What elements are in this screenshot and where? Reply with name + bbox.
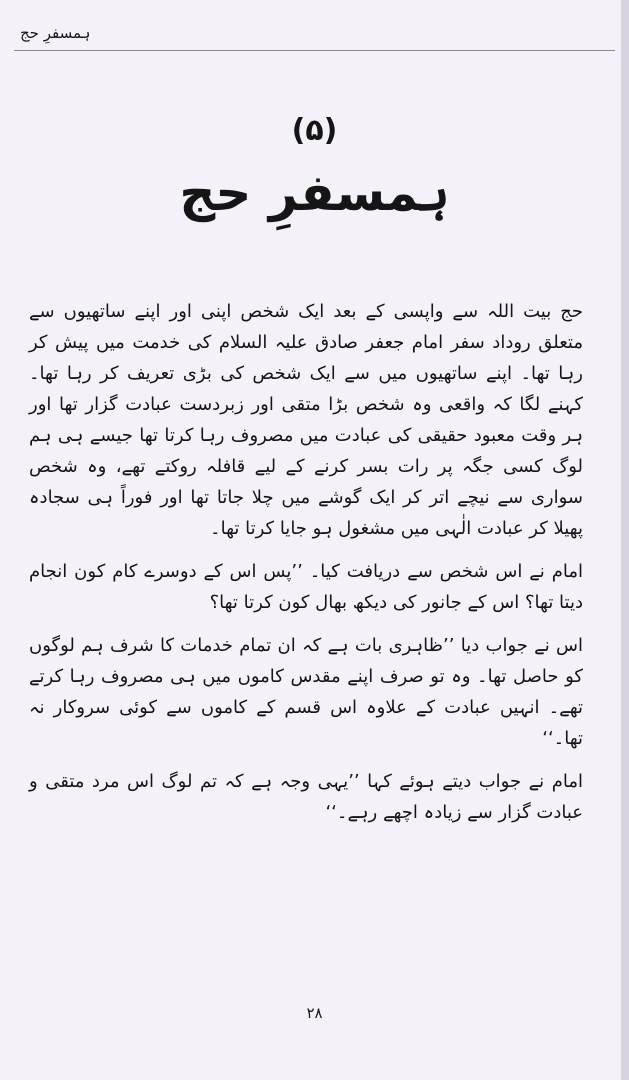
- chapter-number: (۵): [291, 113, 338, 148]
- paragraph: امام نے جواب دیتے ہوئے کہا ’’یہی وجہ ہے کہ تم لوگ اس مرد متقی و عبادت گزار سے زیادہ اچھے رہے۔‘‘: [29, 771, 583, 823]
- paragraph: حج بیت اللہ سے واپسی کے بعد ایک شخص اپنی اور اپنے ساتھیوں سے متعلق روداد سفر امام جعفر صادق علیہ السلام کی خدمت میں پیش کر رہا تھا۔ اپنے ساتھیوں میں سے ایک شخص کی بڑی تعریف کر رہا تھا۔ کہنے لگا کہ واقعی وہ شخص بڑا متقی اور زبردست عبادت گزار تھا اور ہر وقت معبود حقیقی کی عبادت میں مصروف رہا کرتا تھا جیسے ہی ہم لوگ کسی جگہ پر رات بسر کرنے کے لیے قافلہ روکتے تھے، وہ شخص سواری سے نیچے اتر کر ایک گوشے میں چلا جاتا تھا اور فوراً ہی سجادہ پھیلا کر عبادت الٰہی میں مشغول ہو جایا کرتا تھا۔: [29, 301, 583, 539]
- header-rule: [14, 50, 615, 51]
- body-text: [29, 296, 583, 906]
- chapter-title: ہمسفرِ حج: [179, 164, 450, 222]
- running-title: ہمسفرِ حج: [20, 24, 91, 42]
- paragraph: امام نے اس شخص سے دریافت کیا۔ ’’پس اس کے دوسرے کام کون انجام دیتا تھا؟ اس کے جانور کی دیکھ بھال کون کرتا تھا؟: [29, 561, 583, 613]
- page-number: ۲۸: [306, 1004, 323, 1022]
- page-header: [14, 6, 615, 40]
- paragraph: اس نے جواب دیا ’’ظاہری بات ہے کہ ان تمام خدمات کا شرف ہم لوگوں کو حاصل تھا۔ وہ تو صرف اپنے مقدس کاموں میں ہی مصروف رہا کرتے تھے۔ انہیں عبادت کے علاوہ اس قسم کے کاموں سے کوئی سروکار نہ تھا۔‘‘: [29, 635, 583, 749]
- page-edge: [621, 0, 629, 1080]
